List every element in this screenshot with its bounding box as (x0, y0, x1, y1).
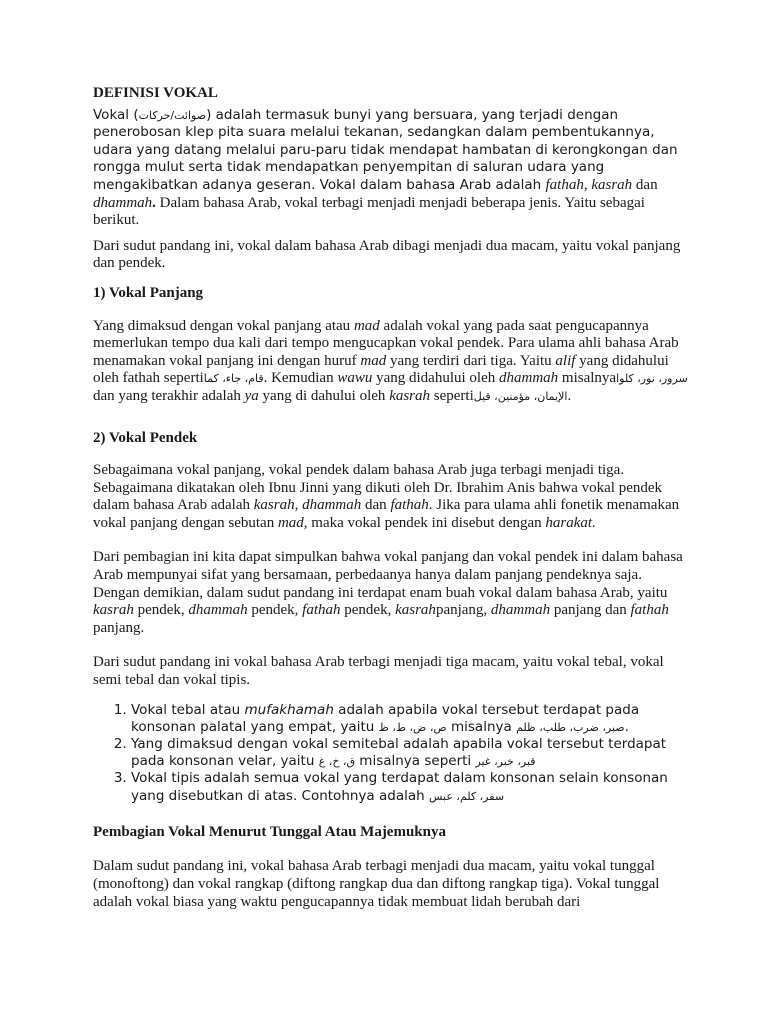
text: . Jika para ulama ahli fonetik menamakan vokal panjang dengan sebutan (93, 497, 680, 531)
text: dan (632, 176, 658, 193)
italic-term: mufakhamah (244, 701, 334, 718)
italic-term: kasrah, dhammah (253, 497, 362, 514)
italic-term: dhammah (188, 602, 248, 619)
text: adalah apabila vokal tersebut terdapat pada konsonan palatal yang empat, yaitu (131, 701, 640, 735)
text: . (152, 194, 156, 211)
text: Yang dimaksud dengan vokal semitebal adalah apabila vokal tersebut terdapat pada konsonan velar, yaitu (131, 736, 667, 770)
italic-term: kasrah (395, 602, 436, 619)
paragraph-tiga-macam: Dari sudut pandang ini vokal bahasa Arab terbagi menjadi tiga macam, yaitu vokal tebal, vokal semi tebal dan vokal tipis. (93, 654, 664, 689)
text: Yang dimaksud dengan vokal panjang atau (93, 317, 354, 334)
text: dan (361, 497, 391, 514)
arabic-term: صوائت/حركات (138, 108, 207, 122)
text: misalnya (446, 718, 517, 735)
paragraph-pembagian-enam (93, 549, 688, 637)
arabic-examples: صبر، ضرب، طلب، ظلم (516, 720, 625, 734)
text: Dari pembagian ini kita dapat simpulkan bahwa vokal panjang dan vokal pendek ini dalam bahasa Arab mempunyai sifat yang bersamaan, perbedaanya hanya dalam panjang pendeknya saja. Dengan demikian, dalam sudut pandang ini terdapat enam buah vokal dalam bahasa Arab, yaitu (93, 549, 683, 601)
italic-term: fathah (302, 602, 341, 619)
text: Vokal tipis adalah semua vokal yang terdapat dalam konsonan selain konsonan yang disebutkan di atas. Contohnya adalah (131, 770, 668, 804)
heading-definisi-vokal: DEFINISI VOKAL (93, 85, 218, 101)
text: yang didahului oleh (372, 370, 499, 387)
text: yang terdiri dari tiga. Yaitu (386, 352, 556, 369)
arabic-examples: قام، جاء، كما (203, 372, 264, 386)
list-item-vokal-tebal (131, 702, 688, 736)
text: . Kemudian (263, 370, 338, 387)
italic-term: harakat. (545, 514, 596, 531)
text: pendek, (340, 602, 396, 619)
heading-pembagian-vokal: Pembagian Vokal Menurut Tunggal Atau Majemuknya (93, 823, 446, 840)
paragraph-sudut-pandang: Dari sudut pandang ini, vokal dalam bahasa Arab dibagi menjadi dua macam, yaitu vokal panjang dan pendek. (93, 237, 681, 272)
italic-term: fathah (390, 497, 429, 514)
italic-term: wawu (337, 370, 373, 387)
text: Vokal tebal atau (131, 701, 245, 718)
text: misalnya seperti (355, 753, 476, 770)
text: yang didahului oleh fathah seperti (93, 352, 669, 387)
italic-term: ya (244, 387, 259, 404)
text: . (624, 718, 629, 735)
text: Sebagaimana vokal panjang, vokal pendek dalam bahasa Arab juga terbagi menjadi tiga. Sebagaimana dikatakan oleh Ibnu Jinni yang dikuti oleh Dr. Ibrahim Anis bahwa vokal pendek dalam bahasa Arab adalah (93, 462, 663, 514)
arabic-consonants: ص، ض، ط، ظ (378, 720, 447, 734)
paragraph-vokal-panjang (93, 318, 688, 406)
vokal-type-list (93, 702, 688, 805)
text: panjang. (93, 619, 145, 636)
text-vokal: Vokal ( (93, 106, 139, 123)
arabic-examples: سفر، كلم، عبس (428, 789, 505, 803)
italic-term: fathah, kasrah (545, 176, 633, 193)
arabic-examples: الإيمان، مؤمنين، قيل (473, 389, 568, 403)
paragraph-vokal-pendek (93, 462, 688, 532)
text: Dalam bahasa Arab, vokal terbagi menjadi menjadi beberapa jenis. Yaitu sebagai berikut. (93, 194, 645, 229)
paragraph-definisi (93, 107, 688, 230)
list-item-vokal-semitebal (131, 736, 688, 770)
italic-term: dhammah (499, 370, 559, 387)
text: maka vokal pendek ini disebut dengan (307, 514, 546, 531)
arabic-consonants: ق، خ، غ (318, 755, 355, 769)
italic-term: kasrah (93, 602, 134, 619)
italic-term: mad, (277, 514, 308, 531)
italic-term: mad (360, 352, 387, 369)
text: yang di dahului oleh (258, 387, 390, 404)
italic-term: dhammah (93, 194, 153, 211)
text: panjang, (435, 602, 491, 619)
text: misalnya (558, 370, 617, 387)
text: adalah vokal yang pada saat pengucapannya memerlukan tempo dua kali dari tempo mengucapkan vokal pendek. Para ulama ahli bahasa Arab menamakan vokal panjang ini dengan huruf (93, 317, 679, 369)
text: pendek, (133, 602, 189, 619)
text: dan yang terakhir adalah (93, 387, 245, 404)
italic-term: dhammah (490, 602, 551, 619)
text: . (567, 387, 572, 404)
heading-vokal-pendek: 2) Vokal Pendek (93, 429, 198, 446)
paragraph-tunggal-majemuk: Dalam sudut pandang ini, vokal bahasa Arab terbagi menjadi dua macam, yaitu vokal tunggal (monoftong) dan vokal rangkap (diftong rangkap dua dan diftong rangkap tiga). Vokal tunggal adalah vokal biasa yang waktu pengucapannya tidak membuat lidah berubah dari (93, 858, 660, 910)
italic-term: mad (353, 317, 380, 334)
text: seperti (430, 387, 474, 404)
text: ) adalah termasuk bunyi yang bersuara, yang terjadi dengan penerobosan klep pita suara melalui tekanan, sedangkan dalam pembentukannya, udara yang datang melalui paru-paru tidak mendapat hambatan di kerongkongan dan rongga mulut serta tidak mendapatkan penyempitan di saluran udara yang mengakibatkan adanya geseran. Vokal dalam bahasa Arab adalah (93, 106, 678, 193)
italic-term: fathah (630, 602, 669, 619)
text: pendek, (247, 602, 303, 619)
heading-vokal-panjang: 1) Vokal Panjang (93, 284, 204, 301)
italic-term: alif (555, 352, 576, 369)
arabic-examples: سرور، نور، كلوا (616, 372, 688, 386)
text: panjang dan (550, 602, 631, 619)
list-item-vokal-tipis (131, 770, 688, 804)
arabic-examples: قبر، خبر، غير (475, 755, 536, 769)
italic-term: kasrah (389, 387, 431, 404)
